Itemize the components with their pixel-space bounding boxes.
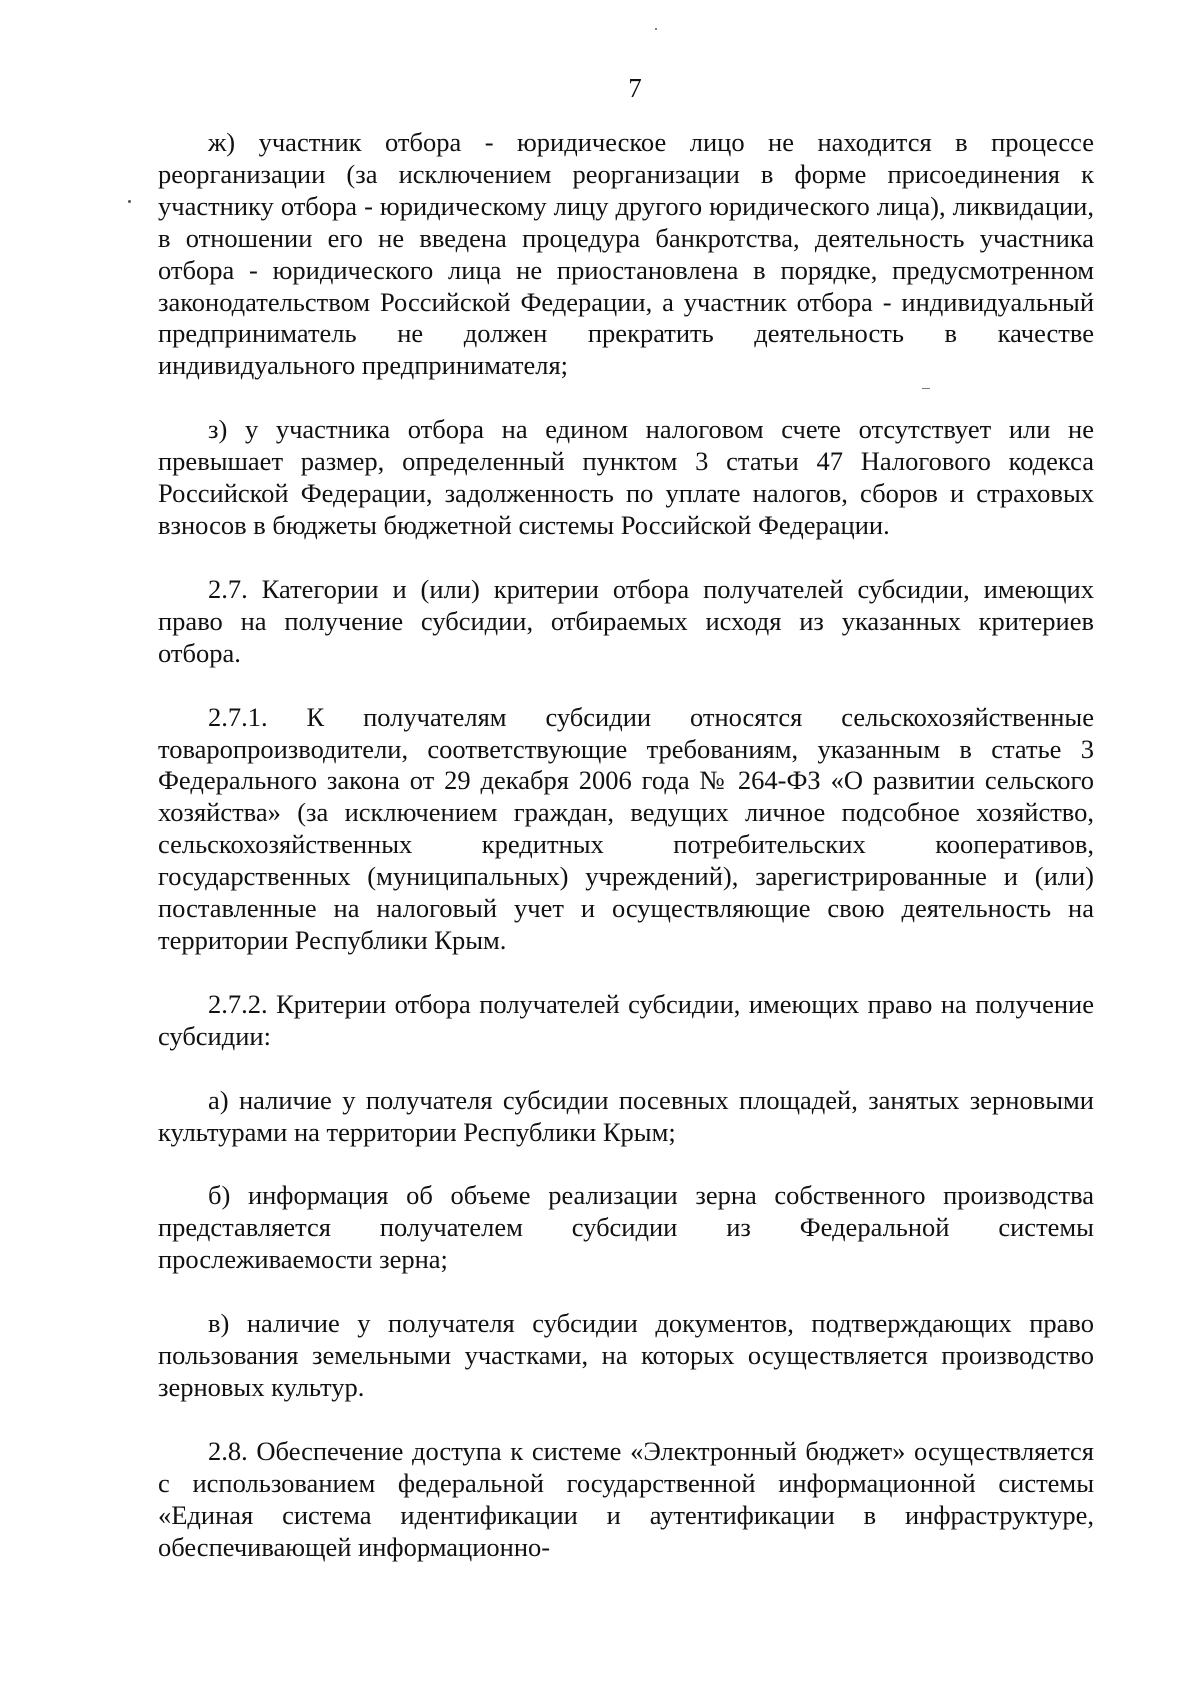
page-number: 7 [628,73,642,103]
paragraph-v: в) наличие у получателя субсидии документов, подтверждающих право пользования земельными участками, на которых осуществляется производство зерновых культур. [158,1308,1094,1402]
scan-speck [128,200,131,203]
paragraph-2-7: 2.7. Категории и (или) критерии отбора получателей субсидии, имеющих право на получение субсидии, отбираемых исходя из указанных критериев отбора. [158,573,1094,668]
paragraph-2-7-2: 2.7.2. Критерии отбора получателей субсидии, имеющих право на получение субсидии: [158,988,1094,1051]
document-body [158,127,1094,1564]
paragraph-2-8: 2.8. Обеспечение доступа к системе «Электронный бюджет» осуществляется с использованием федеральной государственной информационной системы «Единая система идентификации и аутентификации в инфраструктуре, обеспечивающей информационно- [158,1435,1094,1562]
paragraph-b: б) информация об объеме реализации зерна собственного производства представляется получателем субсидии из Федеральной системы прослеживаемости зерна; [158,1180,1094,1275]
paragraph-z: з) у участника отбора на едином налоговом счете отсутствует или не превышает размер, определенный пунктом 3 статьи 47 Налогового кодекса Российской Федерации, задолженность по уплате налогов, сборов и страховых взносов в бюджеты бюджетной системы Российской Федерации. [158,414,1094,540]
paragraph-a: а) наличие у получателя субсидии посевных площадей, занятых зерновыми культурами на территории Республики Крым; [158,1084,1094,1147]
scan-speck [655,28,657,30]
paragraph-2-7-1: 2.7.1. К получателям субсидии относятся сельскохозяйственные товаропроизводители, соответствующие требованиям, указанным в статье 3 Федерального закона от 29 декабря 2006 года № 264-ФЗ «О развитии сельского хозяйства» (за исключением граждан, ведущих личное подсобное хозяйство, сельскохозяйственных кредитных потребительских кооперативов, государственных (муниципальных) учреждений), зарегистрированные и (или) поставленные на налоговый учет и осуществляющие свою деятельность на территории Республики Крым. [158,701,1094,955]
scan-dash [922,388,930,389]
paragraph-zh: ж) участник отбора - юридическое лицо не находится в процессе реорганизации (за исключением реорганизации в форме присоединения к участнику отбора - юридическому лицу другого юридического лица), ликвидации, в отношении его не введена процедура банкротства, деятельность участника отбора - юридического лица не приостановлена в порядке, предусмотренном законодательством Российской Федерации, а участник отбора - индивидуальный предприниматель не должен прекратить деятельность в качестве индивидуального предпринимателя; [158,127,1094,381]
